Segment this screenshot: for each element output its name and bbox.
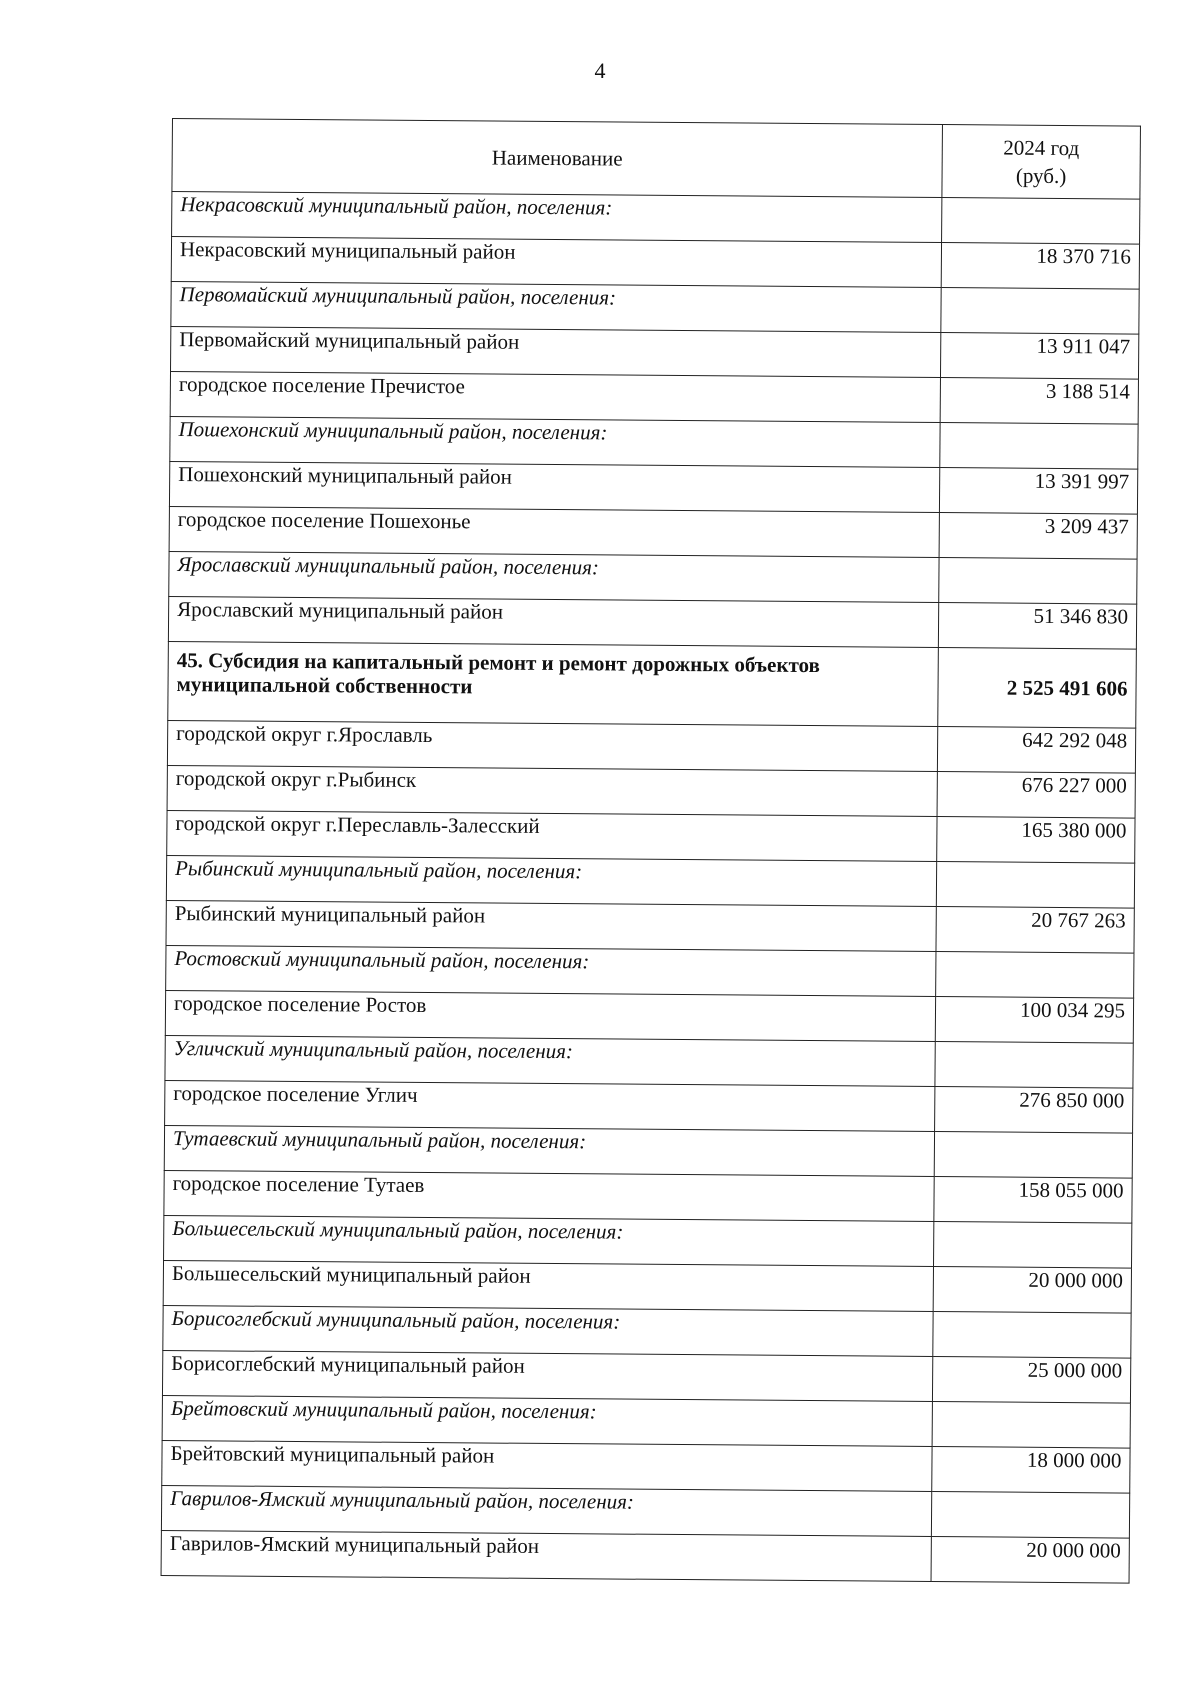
row-name: городское поселение Пошехонье — [169, 506, 939, 557]
table-row — [171, 326, 1139, 379]
table-row — [165, 990, 1133, 1043]
table-row — [170, 371, 1138, 424]
section-header-row — [164, 1125, 1132, 1178]
row-value — [942, 198, 1140, 245]
section-header-row — [171, 281, 1139, 334]
row-name: Некрасовский муниципальный район — [171, 237, 941, 288]
row-value — [939, 558, 1137, 605]
table-row — [169, 461, 1137, 514]
table-row — [162, 1350, 1130, 1403]
row-name: Первомайский муниципальный район, поселения: — [171, 281, 941, 332]
row-value — [934, 1132, 1132, 1179]
table-row — [162, 1440, 1130, 1493]
section-header-row — [162, 1395, 1130, 1448]
row-value — [934, 1222, 1132, 1269]
row-value: 642 292 048 — [937, 727, 1135, 774]
header-value: 2024 год (руб.) — [942, 125, 1141, 200]
section-header-row — [165, 1035, 1133, 1088]
row-name: городское поселение Пречистое — [170, 371, 940, 422]
section-header-row — [169, 551, 1137, 604]
row-value: 51 346 830 — [938, 603, 1136, 650]
row-name: Большесельский муниципальный район — [163, 1260, 933, 1311]
row-name: Ярославский муниципальный район — [168, 596, 938, 647]
section-header-row — [164, 1215, 1132, 1268]
table-row — [167, 810, 1135, 863]
section-header-row — [166, 945, 1134, 998]
row-value — [935, 1042, 1133, 1089]
row-name: Рыбинский муниципальный район — [166, 900, 936, 951]
row-name: городской округ г.Рыбинск — [167, 765, 937, 816]
table-body — [161, 192, 1140, 1584]
section-header-row — [161, 1485, 1129, 1538]
row-name: Брейтовский муниципальный район — [162, 1440, 932, 1491]
row-value: 20 000 000 — [931, 1537, 1129, 1584]
row-name: Пошехонский муниципальный район, поселения: — [170, 416, 940, 467]
row-value: 25 000 000 — [932, 1357, 1130, 1404]
row-name: Тутаевский муниципальный район, поселения: — [164, 1125, 934, 1176]
row-name: Гаврилов-Ямский муниципальный район, поселения: — [161, 1485, 931, 1536]
row-value: 18 000 000 — [932, 1447, 1130, 1494]
table-row — [165, 1080, 1133, 1133]
row-value — [932, 1402, 1130, 1449]
row-value: 158 055 000 — [934, 1177, 1132, 1224]
row-name: Рыбинский муниципальный район, поселения: — [166, 855, 936, 906]
table-row — [169, 506, 1137, 559]
row-name: Пошехонский муниципальный район — [169, 461, 939, 512]
row-name: Борисоглебский муниципальный район — [162, 1350, 932, 1401]
table-row — [161, 1530, 1129, 1583]
row-name: Первомайский муниципальный район — [171, 326, 941, 377]
row-value: 20 000 000 — [933, 1267, 1131, 1314]
row-name: 45. Субсидия на капитальный ремонт и ремонт дорожных объектов муниципальной собственности — [168, 641, 939, 726]
section-header-row — [163, 1305, 1131, 1358]
table-row — [167, 720, 1135, 773]
row-value: 276 850 000 — [935, 1087, 1133, 1134]
row-name: Некрасовский муниципальный район, поселения: — [172, 192, 942, 243]
row-name: Ростовский муниципальный район, поселения: — [166, 945, 936, 996]
section-header-row — [166, 855, 1134, 908]
row-value — [936, 862, 1134, 909]
row-name: городское поселение Тутаев — [164, 1170, 934, 1221]
row-value: 3 209 437 — [939, 513, 1137, 560]
subsidy-total-row — [168, 641, 1137, 728]
row-name: Ярославский муниципальный район, поселения: — [169, 551, 939, 602]
table-row — [167, 765, 1135, 818]
table-row — [164, 1170, 1132, 1223]
table-header-row — [172, 119, 1141, 200]
table-row — [166, 900, 1134, 953]
header-name: Наименование — [172, 119, 943, 198]
row-value: 20 767 263 — [936, 907, 1134, 954]
row-value: 18 370 716 — [941, 243, 1139, 290]
section-header-row — [170, 416, 1138, 469]
row-value — [941, 288, 1139, 335]
row-value — [931, 1492, 1129, 1539]
row-value: 100 034 295 — [935, 997, 1133, 1044]
row-name: Большесельский муниципальный район, поселения: — [164, 1215, 934, 1266]
row-value: 676 227 000 — [937, 772, 1135, 819]
row-name: Борисоглебский муниципальный район, поселения: — [163, 1305, 933, 1356]
row-value: 13 391 997 — [939, 468, 1137, 515]
table-row — [171, 237, 1139, 290]
row-value: 165 380 000 — [937, 817, 1135, 864]
row-value — [933, 1312, 1131, 1359]
section-header-row — [172, 192, 1140, 245]
row-value: 2 525 491 606 — [938, 648, 1137, 729]
row-value — [940, 423, 1138, 470]
row-name: Угличский муниципальный район, поселения: — [165, 1035, 935, 1086]
row-value: 3 188 514 — [940, 378, 1138, 425]
row-name: городское поселение Углич — [165, 1080, 935, 1131]
table-row — [163, 1260, 1131, 1313]
row-name: городской округ г.Ярославль — [167, 720, 937, 771]
subsidy-table — [161, 118, 1141, 1584]
row-value — [936, 952, 1134, 999]
table-row — [168, 596, 1136, 649]
row-name: городское поселение Ростов — [165, 990, 935, 1041]
row-value: 13 911 047 — [940, 333, 1138, 380]
row-name: городской округ г.Переславль-Залесский — [167, 810, 937, 861]
row-name: Брейтовский муниципальный район, поселения: — [162, 1395, 932, 1446]
row-name: Гаврилов-Ямский муниципальный район — [161, 1530, 931, 1581]
page-number: 4 — [594, 58, 606, 83]
